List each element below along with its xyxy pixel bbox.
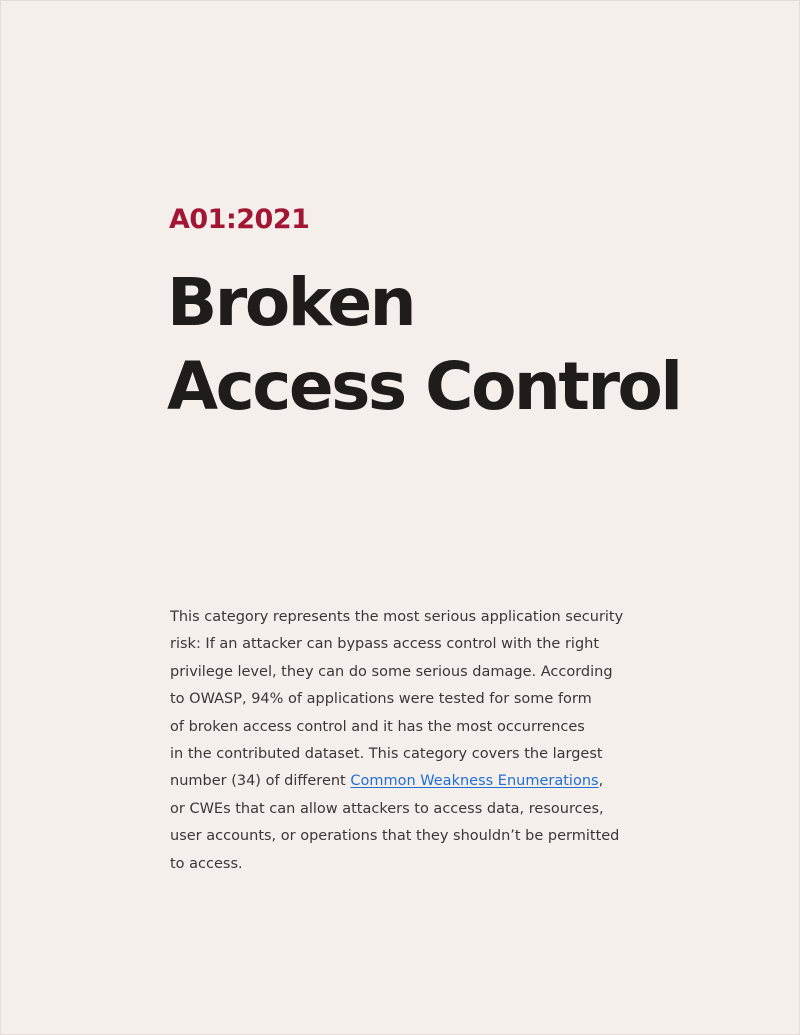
title-line-1: Broken xyxy=(167,264,415,341)
page-title xyxy=(167,261,680,429)
body-text: number (34) of different xyxy=(170,773,351,790)
description-paragraph xyxy=(170,604,640,878)
category-code: A01:2021 xyxy=(169,204,310,235)
body-text: , xyxy=(598,773,604,790)
body-line: risk: If an attacker can bypass access control with the right xyxy=(170,636,600,653)
title-line-2: Access Control xyxy=(167,348,681,425)
body-line: or CWEs that can allow attackers to access data, resources, xyxy=(170,800,604,817)
body-line: This category represents the most serious application security xyxy=(170,609,624,625)
body-line: of broken access control and it has the most occurrences xyxy=(170,718,585,735)
cwe-link[interactable]: Common Weakness Enumerations xyxy=(350,773,599,790)
body-line: user accounts, or operations that they shouldn’t be permitted xyxy=(170,828,620,845)
body-line: to access. xyxy=(170,855,243,872)
body-line: privilege level, they can do some serious damage. According xyxy=(170,663,613,680)
body-line xyxy=(170,768,640,795)
body-line: in the contributed dataset. This category covers the largest xyxy=(170,746,603,763)
body-line: to OWASP, 94% of applications were tested for some form xyxy=(170,691,592,708)
